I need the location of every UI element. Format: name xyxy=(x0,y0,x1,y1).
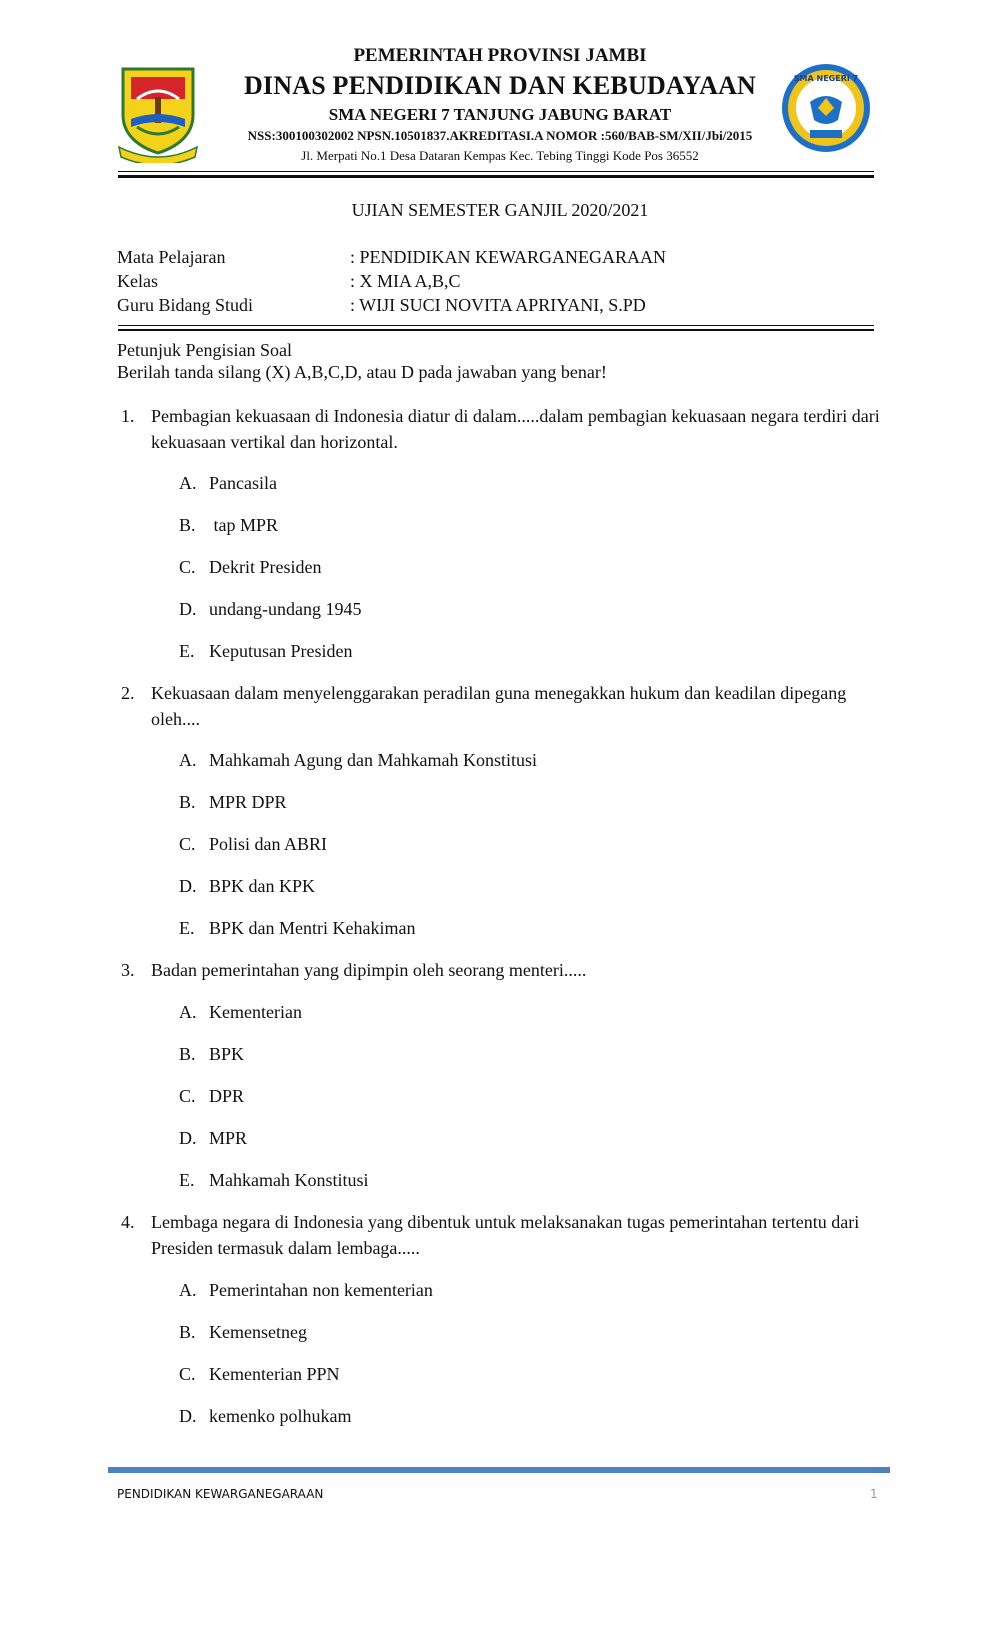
option-letter: C. xyxy=(179,1086,196,1106)
meta-label-class: Kelas xyxy=(117,271,158,291)
option-text: Pancasila xyxy=(209,473,277,493)
option-text: Pemerintahan non kementerian xyxy=(209,1280,433,1300)
option-letter: E. xyxy=(179,641,195,661)
government-name: PEMERINTAH PROVINSI JAMBI xyxy=(353,45,647,66)
option-letter: A. xyxy=(179,473,197,493)
meta-divider-top xyxy=(118,325,874,326)
option-text: Polisi dan ABRI xyxy=(209,834,328,854)
footer-bar xyxy=(108,1467,890,1473)
meta-value-subject: : PENDIDIKAN KEWARGANEGARAAN xyxy=(350,247,666,267)
seal-text: SMA NEGERI 7 xyxy=(793,74,859,83)
option-letter: D. xyxy=(179,1128,197,1148)
option-letter: C. xyxy=(179,1364,196,1384)
exam-title: UJIAN SEMESTER GANJIL 2020/2021 xyxy=(351,200,649,220)
meta-label-teacher: Guru Bidang Studi xyxy=(117,295,254,315)
option-text: BPK xyxy=(209,1044,245,1064)
question-number: 2. xyxy=(121,683,135,703)
option-text: Kementerian xyxy=(209,1002,302,1022)
option-letter: A. xyxy=(179,750,197,770)
option-letter: E. xyxy=(179,1170,195,1190)
department-name: DINAS PENDIDIKAN DAN KEBUDAYAAN xyxy=(243,71,757,100)
province-logo xyxy=(117,63,199,163)
option-text: kemenko polhukam xyxy=(209,1406,352,1426)
option-text: Kemensetneg xyxy=(209,1322,307,1342)
question-text: Pembagian kekuasaan di Indonesia diatur di dalam.....dalam pembagian kekuasaan negara terdiri dari kekuasaan vertikal dan horizontal. xyxy=(151,406,880,452)
option-text: DPR xyxy=(209,1086,245,1106)
option-letter: D. xyxy=(179,876,197,896)
option-text: tap MPR xyxy=(209,515,279,535)
option-text: BPK dan Mentri Kehakiman xyxy=(209,918,416,938)
option-letter: B. xyxy=(179,515,196,535)
meta-value-class: : X MIA A,B,C xyxy=(350,271,461,291)
address-line: Jl. Merpati No.1 Desa Dataran Kempas Kec. Tebing Tinggi Kode Pos 36552 xyxy=(301,148,699,163)
option-letter: E. xyxy=(179,918,195,938)
option-text: Kementerian PPN xyxy=(209,1364,340,1384)
option-text: Mahkamah Agung dan Mahkamah Konstitusi xyxy=(209,750,537,770)
option-letter: B. xyxy=(179,1322,196,1342)
school-seal-logo xyxy=(780,62,872,154)
option-text: MPR DPR xyxy=(209,792,287,812)
option-letter: A. xyxy=(179,1280,197,1300)
option-text: Dekrit Presiden xyxy=(209,557,322,577)
option-letter: D. xyxy=(179,1406,197,1426)
question-number: 4. xyxy=(121,1212,135,1232)
footer-subject: PENDIDIKAN KEWARGANEGARAAN xyxy=(117,1487,324,1501)
question-text: Kekuasaan dalam menyelenggarakan peradilan guna menegakkan hukum dan keadilan dipegang oleh.... xyxy=(151,683,847,729)
option-letter: C. xyxy=(179,557,196,577)
option-text: Mahkamah Konstitusi xyxy=(209,1170,369,1190)
option-text: MPR xyxy=(209,1128,248,1148)
option-letter: B. xyxy=(179,792,196,812)
school-name: SMA NEGERI 7 TANJUNG JABUNG BARAT xyxy=(328,105,672,124)
instructions-heading: Petunjuk Pengisian Soal xyxy=(117,340,292,360)
letterhead-divider-bottom xyxy=(118,175,874,178)
question-number: 3. xyxy=(121,960,135,980)
option-letter: C. xyxy=(179,834,196,854)
meta-label-subject: Mata Pelajaran xyxy=(117,247,226,267)
option-text: BPK dan KPK xyxy=(209,876,316,896)
meta-value-teacher: : WIJI SUCI NOVITA APRIYANI, S.PD xyxy=(350,295,646,315)
option-text: Keputusan Presiden xyxy=(209,641,353,661)
option-letter: D. xyxy=(179,599,197,619)
meta-divider-bottom xyxy=(118,329,874,331)
accreditation-line: NSS:300100302002 NPSN.10501837.AKREDITASI.A NOMOR :560/BAB-SM/XII/Jbi/2015 xyxy=(247,128,753,143)
option-text: undang-undang 1945 xyxy=(209,599,362,619)
option-letter: A. xyxy=(179,1002,197,1022)
instructions-text: Berilah tanda silang (X) A,B,C,D, atau D pada jawaban yang benar! xyxy=(117,362,607,382)
question-number: 1. xyxy=(121,406,135,426)
letterhead-divider-top xyxy=(118,171,874,172)
question-text: Badan pemerintahan yang dipimpin oleh seorang menteri..... xyxy=(151,960,587,980)
option-letter: B. xyxy=(179,1044,196,1064)
question-text: Lembaga negara di Indonesia yang dibentuk untuk melaksanakan tugas pemerintahan tertentu dari Presiden termasuk dalam lembaga..... xyxy=(151,1212,860,1258)
page-number: 1 xyxy=(870,1487,878,1501)
